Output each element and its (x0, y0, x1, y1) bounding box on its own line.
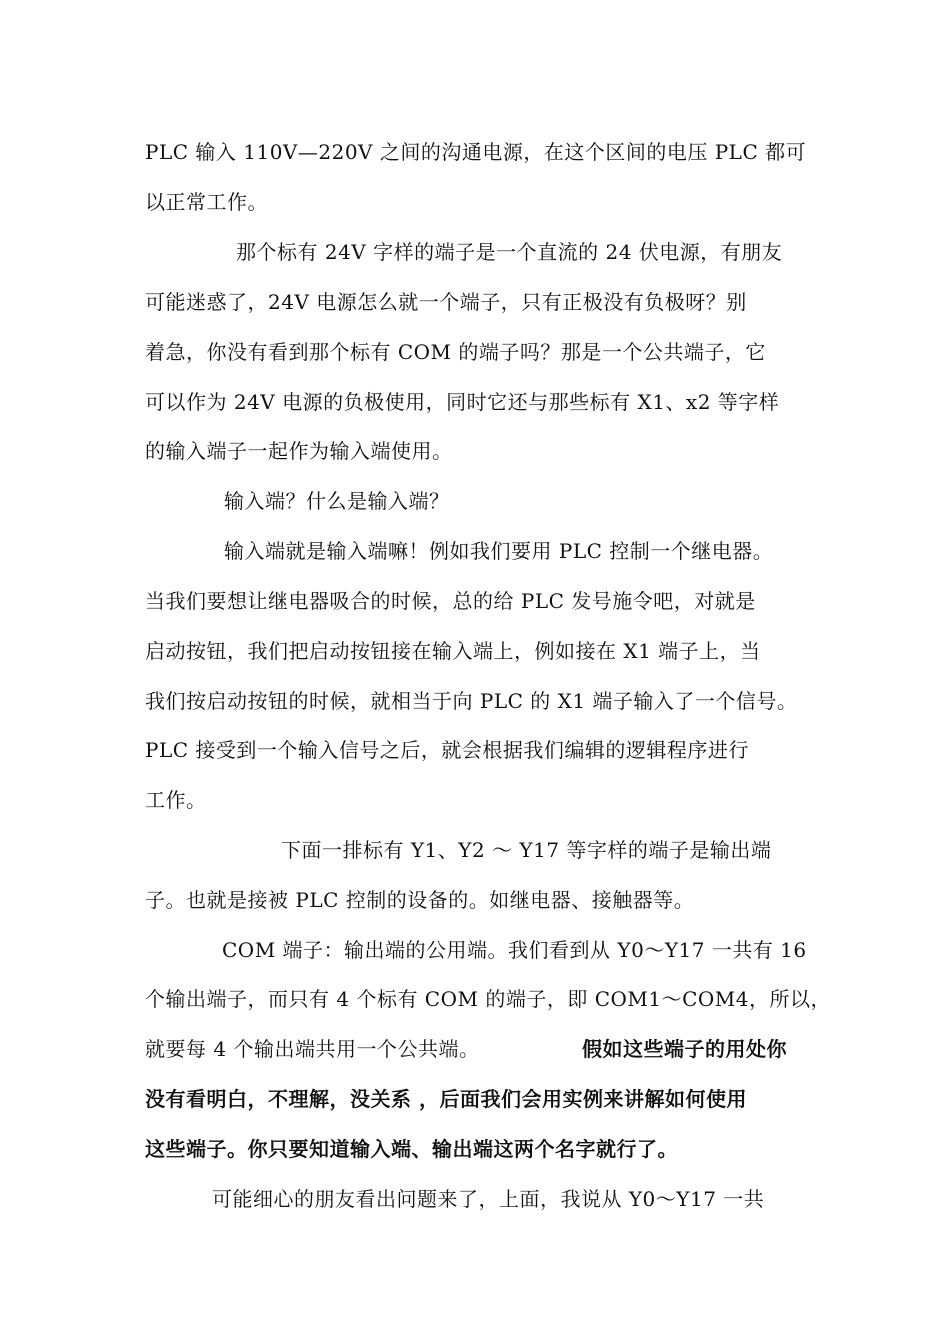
paragraph-line: 当我们要想让继电器吸合的时候，总的给 PLC 发号施令吧，对就是 (145, 589, 756, 613)
paragraph-line: 输入端？什么是输入端？ (224, 489, 450, 513)
paragraph-line: 着急，你没有看到那个标有 COM 的端子吗？那是一个公共端子，它 (145, 340, 766, 364)
paragraph-line: 工作。 (145, 788, 207, 812)
paragraph-line: 子。也就是接被 PLC 控制的设备的。如继电器、接触器等。 (145, 888, 695, 912)
bold-emphasis-line: 假如这些端子的用处你 (582, 1037, 787, 1061)
paragraph-line: COM 端子：输出端的公用端。我们看到从 Y0～Y17 一共有 16 (222, 938, 807, 962)
paragraph-line: 可能细心的朋友看出问题来了，上面，我说从 Y0～Y17 一共 (212, 1187, 765, 1211)
bold-emphasis-line: 这些端子。你只要知道输入端、输出端这两个名字就行了。 (145, 1137, 678, 1161)
paragraph-line: 输入端就是输入端嘛！例如我们要用 PLC 控制一个继电器。 (224, 539, 774, 563)
paragraph-line: PLC 接受到一个输入信号之后，就会根据我们编辑的逻辑程序进行 (145, 738, 749, 762)
bold-emphasis-line: 没有看明白，不理解，没关系 ，后面我们会用实例来讲解如何使用 (145, 1087, 747, 1111)
paragraph-line: 可能迷惑了，24V 电源怎么就一个端子，只有正极没有负极呀？别 (145, 290, 747, 314)
paragraph-line: 以正常工作。 (145, 190, 268, 214)
paragraph-line: 下面一排标有 Y1、Y2 ～ Y17 等字样的端子是输出端 (281, 838, 772, 862)
paragraph-line: 我们按启动按钮的时候，就相当于向 PLC 的 X1 端子输入了一个信号。 (145, 689, 798, 713)
paragraph-line: 就要每 4 个输出端共用一个公共端。 (145, 1037, 480, 1061)
paragraph-line: 那个标有 24V 字样的端子是一个直流的 24 伏电源，有朋友 (236, 240, 783, 264)
paragraph-line: 个输出端子，而只有 4 个标有 COM 的端子，即 COM1～COM4，所以， (145, 987, 831, 1011)
paragraph-line: 的输入端子一起作为输入端使用。 (145, 439, 453, 463)
paragraph-line: 可以作为 24V 电源的负极使用，同时它还与那些标有 X1、x2 等字样 (145, 390, 780, 414)
paragraph-line: PLC 输入 110V—220V 之间的沟通电源，在这个区间的电压 PLC 都可 (145, 140, 807, 164)
paragraph-line: 启动按钮，我们把启动按钮接在输入端上，例如接在 X1 端子上，当 (145, 639, 761, 663)
